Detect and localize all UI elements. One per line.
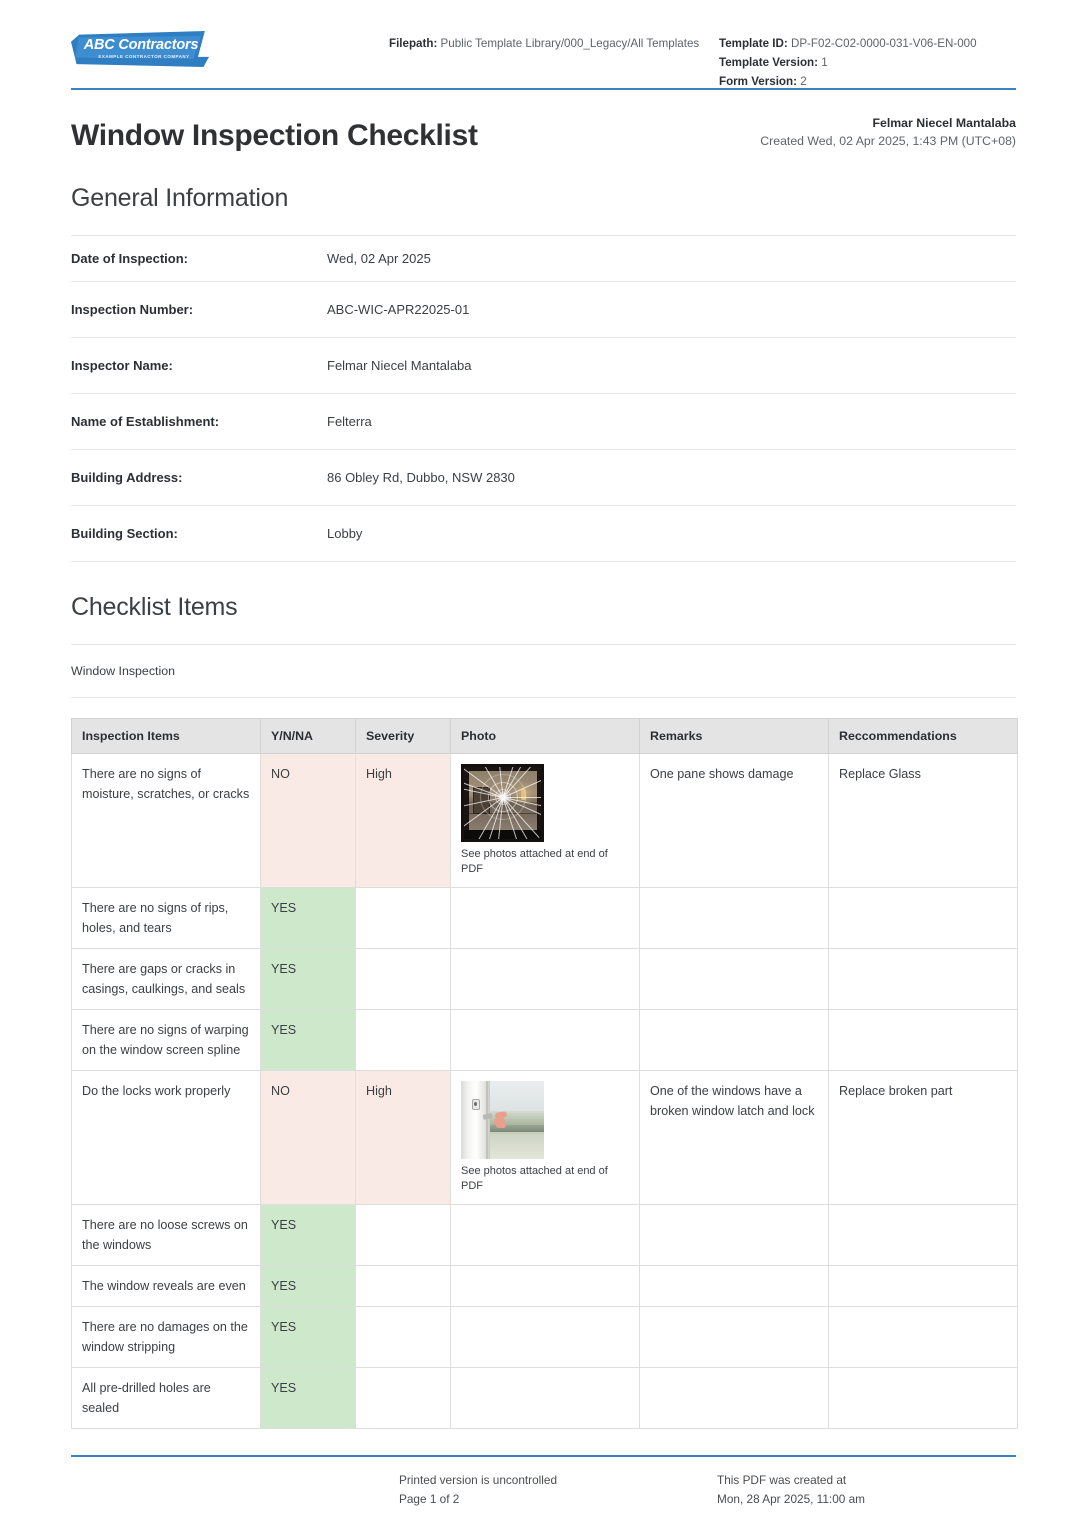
cell-answer: NO — [261, 1071, 356, 1205]
template-id-line — [719, 34, 1016, 53]
window-latch-hand-photo — [461, 1081, 544, 1159]
title-row — [71, 114, 1016, 153]
field-label: Building Address: — [71, 470, 183, 485]
cell-answer: YES — [261, 888, 356, 949]
template-id-value: DP-F02-C02-0000-031-V06-EN-000 — [790, 37, 977, 50]
template-version-value: 1 — [821, 56, 828, 69]
table-row — [72, 1205, 1018, 1266]
cell-remarks: One of the windows have a broken window latch and lock — [640, 1071, 829, 1205]
field-value: Felterra — [327, 414, 372, 429]
cell-remarks — [640, 1266, 829, 1307]
cell-remarks — [640, 949, 829, 1010]
cell-answer: YES — [261, 1010, 356, 1071]
cell-recommendations — [829, 1205, 1018, 1266]
cell-remarks: One pane shows damage — [640, 754, 829, 888]
table-row — [71, 338, 1016, 394]
field-value: ABC-WIC-APR22025-01 — [327, 302, 470, 317]
cell-photo — [451, 1368, 640, 1429]
cell-inspection-item: There are no signs of warping on the window screen spline — [72, 1010, 261, 1071]
column-header-severity: Severity — [356, 719, 451, 754]
cell-answer: YES — [261, 1266, 356, 1307]
checklist-table — [71, 718, 1018, 1429]
column-header-ynna: Y/N/NA — [261, 719, 356, 754]
abc-contractors-logo — [71, 31, 209, 67]
template-version-line — [719, 53, 1016, 72]
cell-photo — [451, 1205, 640, 1266]
footer-spacer — [71, 1471, 399, 1509]
cell-recommendations: Replace broken part — [829, 1071, 1018, 1205]
field-value: Wed, 02 Apr 2025 — [327, 251, 431, 266]
cell-severity — [356, 1307, 451, 1368]
cell-photo — [451, 1010, 640, 1071]
page-title: Window Inspection Checklist — [71, 119, 478, 152]
cell-inspection-item: Do the locks work properly — [72, 1071, 261, 1205]
table-row — [72, 949, 1018, 1010]
cell-photo — [451, 1307, 640, 1368]
cell-photo — [451, 1071, 640, 1205]
impact-point — [497, 791, 510, 804]
table-row — [72, 1266, 1018, 1307]
column-header-recommendations: Reccommendations — [829, 719, 1018, 754]
column-header-photo: Photo — [451, 719, 640, 754]
cell-inspection-item: All pre-drilled holes are sealed — [72, 1368, 261, 1429]
filepath-value: Public Template Library/000_Legacy/All Templates — [440, 37, 700, 50]
field-label: Building Section: — [71, 526, 178, 541]
table-row — [72, 888, 1018, 949]
field-value: Felmar Niecel Mantalaba — [327, 358, 472, 373]
table-row — [71, 450, 1016, 506]
logo-container — [71, 22, 389, 67]
footer-print-block — [399, 1471, 717, 1509]
field-value: 86 Obley Rd, Dubbo, NSW 2830 — [327, 470, 515, 485]
cell-severity: High — [356, 1071, 451, 1205]
field-label: Date of Inspection: — [71, 251, 189, 266]
cell-answer: NO — [261, 754, 356, 888]
checklist-subsection-label: Window Inspection — [71, 664, 175, 678]
cell-inspection-item: There are gaps or cracks in casings, caulkings, and seals — [72, 949, 261, 1010]
cell-recommendations: Replace Glass — [829, 754, 1018, 888]
cell-photo — [451, 888, 640, 949]
cell-answer: YES — [261, 1205, 356, 1266]
template-id-label: Template ID: — [719, 37, 788, 50]
table-row — [72, 1307, 1018, 1368]
filepath-block — [389, 22, 719, 53]
cell-inspection-item: There are no signs of moisture, scratches, or cracks — [72, 754, 261, 888]
cell-severity — [356, 888, 451, 949]
pdf-created-value: Mon, 28 Apr 2025, 11:00 am — [717, 1492, 865, 1506]
cell-remarks — [640, 1307, 829, 1368]
footer-pdf-block — [717, 1471, 1016, 1509]
table-row — [72, 1010, 1018, 1071]
logo-company-name: ABC Contractors — [83, 37, 199, 53]
general-information-table — [71, 235, 1016, 562]
general-information-heading: General Information — [71, 184, 289, 212]
pdf-created-label: This PDF was created at — [717, 1473, 847, 1487]
cell-remarks — [640, 888, 829, 949]
filepath-label: Filepath: — [389, 37, 438, 50]
table-row — [71, 236, 1016, 282]
finger — [496, 1123, 506, 1128]
document-header — [71, 0, 1016, 88]
cell-photo — [451, 949, 640, 1010]
logo-tagline: EXAMPLE CONTRACTOR COMPANY — [98, 54, 190, 59]
cell-photo — [451, 1266, 640, 1307]
created-timestamp: Created Wed, 02 Apr 2025, 1:43 PM (UTC+08) — [760, 134, 1016, 148]
printed-version-note: Printed version is uncontrolled — [399, 1473, 558, 1487]
window-frame-edge — [486, 1081, 488, 1159]
author-name: Felmar Niecel Mantalaba — [872, 116, 1016, 130]
template-version-label: Template Version: — [719, 56, 819, 69]
cell-answer: YES — [261, 1368, 356, 1429]
document-author-block — [760, 114, 1016, 153]
cell-inspection-item: There are no signs of rips, holes, and tears — [72, 888, 261, 949]
cell-inspection-item: The window reveals are even — [72, 1266, 261, 1307]
table-header-row — [72, 719, 1018, 754]
broken-glass-lobby-photo — [461, 764, 544, 842]
photo-caption: See photos attached at end of PDF — [461, 1165, 608, 1192]
cell-severity — [356, 949, 451, 1010]
cell-remarks — [640, 1368, 829, 1429]
field-label: Inspection Number: — [71, 302, 194, 317]
table-row — [71, 506, 1016, 562]
table-row — [71, 394, 1016, 450]
cell-recommendations — [829, 1307, 1018, 1368]
photo-caption: See photos attached at end of PDF — [461, 848, 608, 875]
column-header-inspection-items: Inspection Items — [72, 719, 261, 754]
lock-keyhole — [474, 1102, 477, 1106]
cell-remarks — [640, 1010, 829, 1071]
template-meta-block — [719, 22, 1016, 91]
checklist-items-heading: Checklist Items — [71, 593, 238, 621]
cell-answer: YES — [261, 1307, 356, 1368]
document-footer — [71, 1455, 1016, 1509]
cell-severity — [356, 1266, 451, 1307]
form-version-label: Form Version: — [719, 75, 797, 88]
cell-severity: High — [356, 754, 451, 888]
cell-photo — [451, 754, 640, 888]
form-version-line — [719, 72, 1016, 91]
cell-inspection-item: There are no damages on the window stripping — [72, 1307, 261, 1368]
table-row — [72, 1071, 1018, 1205]
cell-recommendations — [829, 1368, 1018, 1429]
cell-recommendations — [829, 888, 1018, 949]
cell-remarks — [640, 1205, 829, 1266]
cell-recommendations — [829, 1266, 1018, 1307]
field-label: Name of Establishment: — [71, 414, 220, 429]
cell-answer: YES — [261, 949, 356, 1010]
form-version-value: 2 — [800, 75, 807, 88]
column-header-remarks: Remarks — [640, 719, 829, 754]
filepath-line — [389, 34, 719, 53]
cell-severity — [356, 1205, 451, 1266]
table-row — [71, 282, 1016, 338]
field-label: Inspector Name: — [71, 358, 173, 373]
page-number: Page 1 of 2 — [399, 1492, 460, 1506]
cell-recommendations — [829, 1010, 1018, 1071]
table-row — [72, 754, 1018, 888]
cell-inspection-item: There are no loose screws on the windows — [72, 1205, 261, 1266]
field-value: Lobby — [327, 526, 363, 541]
cell-recommendations — [829, 949, 1018, 1010]
cell-severity — [356, 1368, 451, 1429]
table-row — [72, 1368, 1018, 1429]
cell-severity — [356, 1010, 451, 1071]
